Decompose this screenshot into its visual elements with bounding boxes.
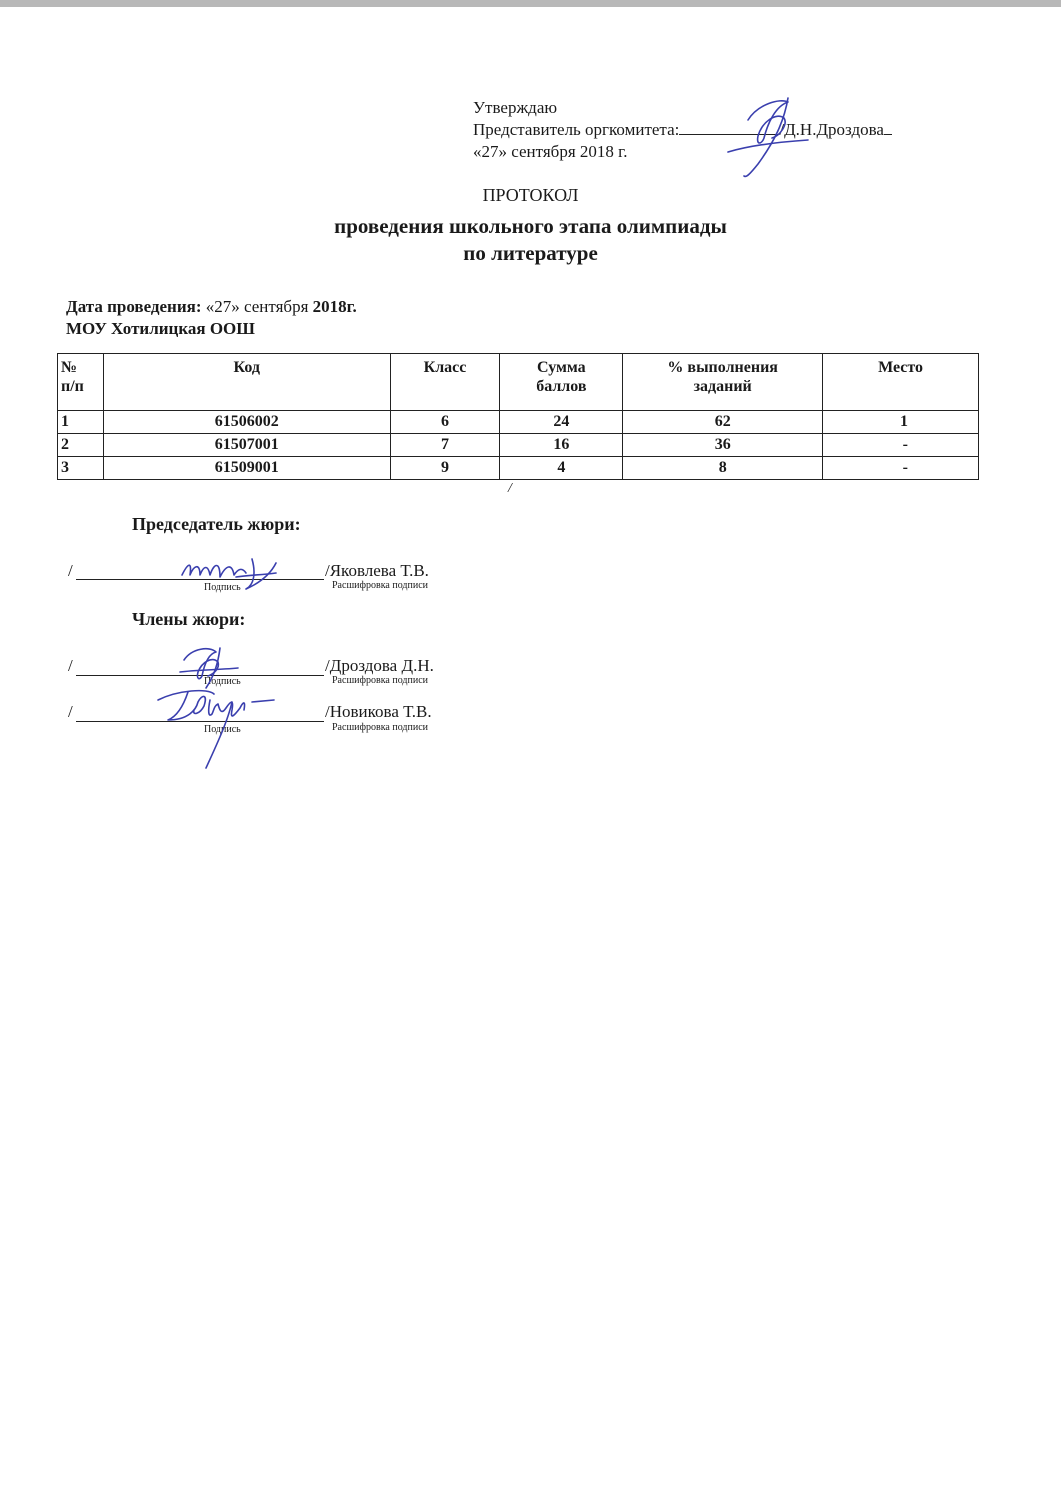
cell-place: - [823,457,979,480]
date-label: Дата проведения: [66,297,202,316]
stray-mark: / [508,481,512,496]
header-grade: Класс [390,354,500,411]
cell-code: 61509001 [103,457,390,480]
chair-slash: / [68,561,73,580]
date-line [66,296,357,318]
protocol-subtitle-line2: по литературе [463,241,598,265]
member2-slash: / [68,702,73,721]
cell-percent: 62 [623,411,823,434]
approval-line2 [473,119,892,141]
scan-top-edge [0,0,1061,7]
header-num-line1: № [61,359,78,376]
cell-percent: 8 [623,457,823,480]
cell-grade: 6 [390,411,500,434]
meta-block [66,296,357,340]
approval-line1: Утверждаю [473,98,558,117]
member2-signature-image [148,680,288,772]
header-place: Место [823,354,979,411]
results-table [57,353,979,480]
table-row [58,434,979,457]
member2-signature-caption: Подпись [204,724,241,735]
table-header-row [58,354,979,411]
member1-slash: / [68,656,73,675]
approval-rep-name: /Д.Н.Дроздова [779,120,884,139]
table-row [58,411,979,434]
header-score-line2: баллов [536,378,587,395]
header-percent [623,354,823,411]
approval-trailing-underline [884,120,892,135]
member1-name: /Дроздова Д.Н. [325,656,434,675]
cell-num: 3 [58,457,104,480]
cell-num: 1 [58,411,104,434]
chair-name: /Яковлева Т.В. [325,561,429,580]
header-score-line1: Сумма [537,359,586,376]
member1-name-caption: Расшифровка подписи [332,675,428,686]
cell-place: - [823,434,979,457]
cell-place: 1 [823,411,979,434]
cell-score: 16 [500,434,623,457]
cell-num: 2 [58,434,104,457]
table-row [58,457,979,480]
header-percent-line2: заданий [693,378,752,395]
header-num-line2: п/п [61,378,84,395]
school-name [66,318,357,340]
chair-signature-caption: Подпись [204,582,241,593]
chair-label: Председатель жюри: [132,514,301,534]
cell-score: 4 [500,457,623,480]
protocol-heading: ПРОТОКОЛ [482,185,579,205]
header-num [58,354,104,411]
cell-grade: 7 [390,434,500,457]
member1-signature-caption: Подпись [204,676,241,687]
member2-name: /Новикова Т.В. [325,702,432,721]
cell-percent: 36 [623,434,823,457]
protocol-subtitle-line1: проведения школьного этапа олимпиады [334,214,727,238]
school-name-text: МОУ Хотилицкая ООШ [66,319,255,338]
cell-code: 61506002 [103,411,390,434]
chair-name-caption: Расшифровка подписи [332,580,428,591]
members-label: Члены жюри: [132,609,246,629]
cell-score: 24 [500,411,623,434]
member2-name-caption: Расшифровка подписи [332,722,428,733]
approval-date: «27» сентября 2018 г. [473,142,628,161]
header-score [500,354,623,411]
date-year: 2018г. [312,297,357,316]
approval-rep-label: Представитель оргкомитета: [473,120,680,139]
cell-code: 61507001 [103,434,390,457]
header-code: Код [103,354,390,411]
approval-block [473,97,892,163]
date-value: «27» сентября [205,297,309,316]
protocol-subtitle [0,213,1061,267]
approval-signature-image [718,92,828,182]
cell-grade: 9 [390,457,500,480]
header-percent-line1: % выполнения [667,359,778,376]
chair-signature-image [176,553,286,593]
